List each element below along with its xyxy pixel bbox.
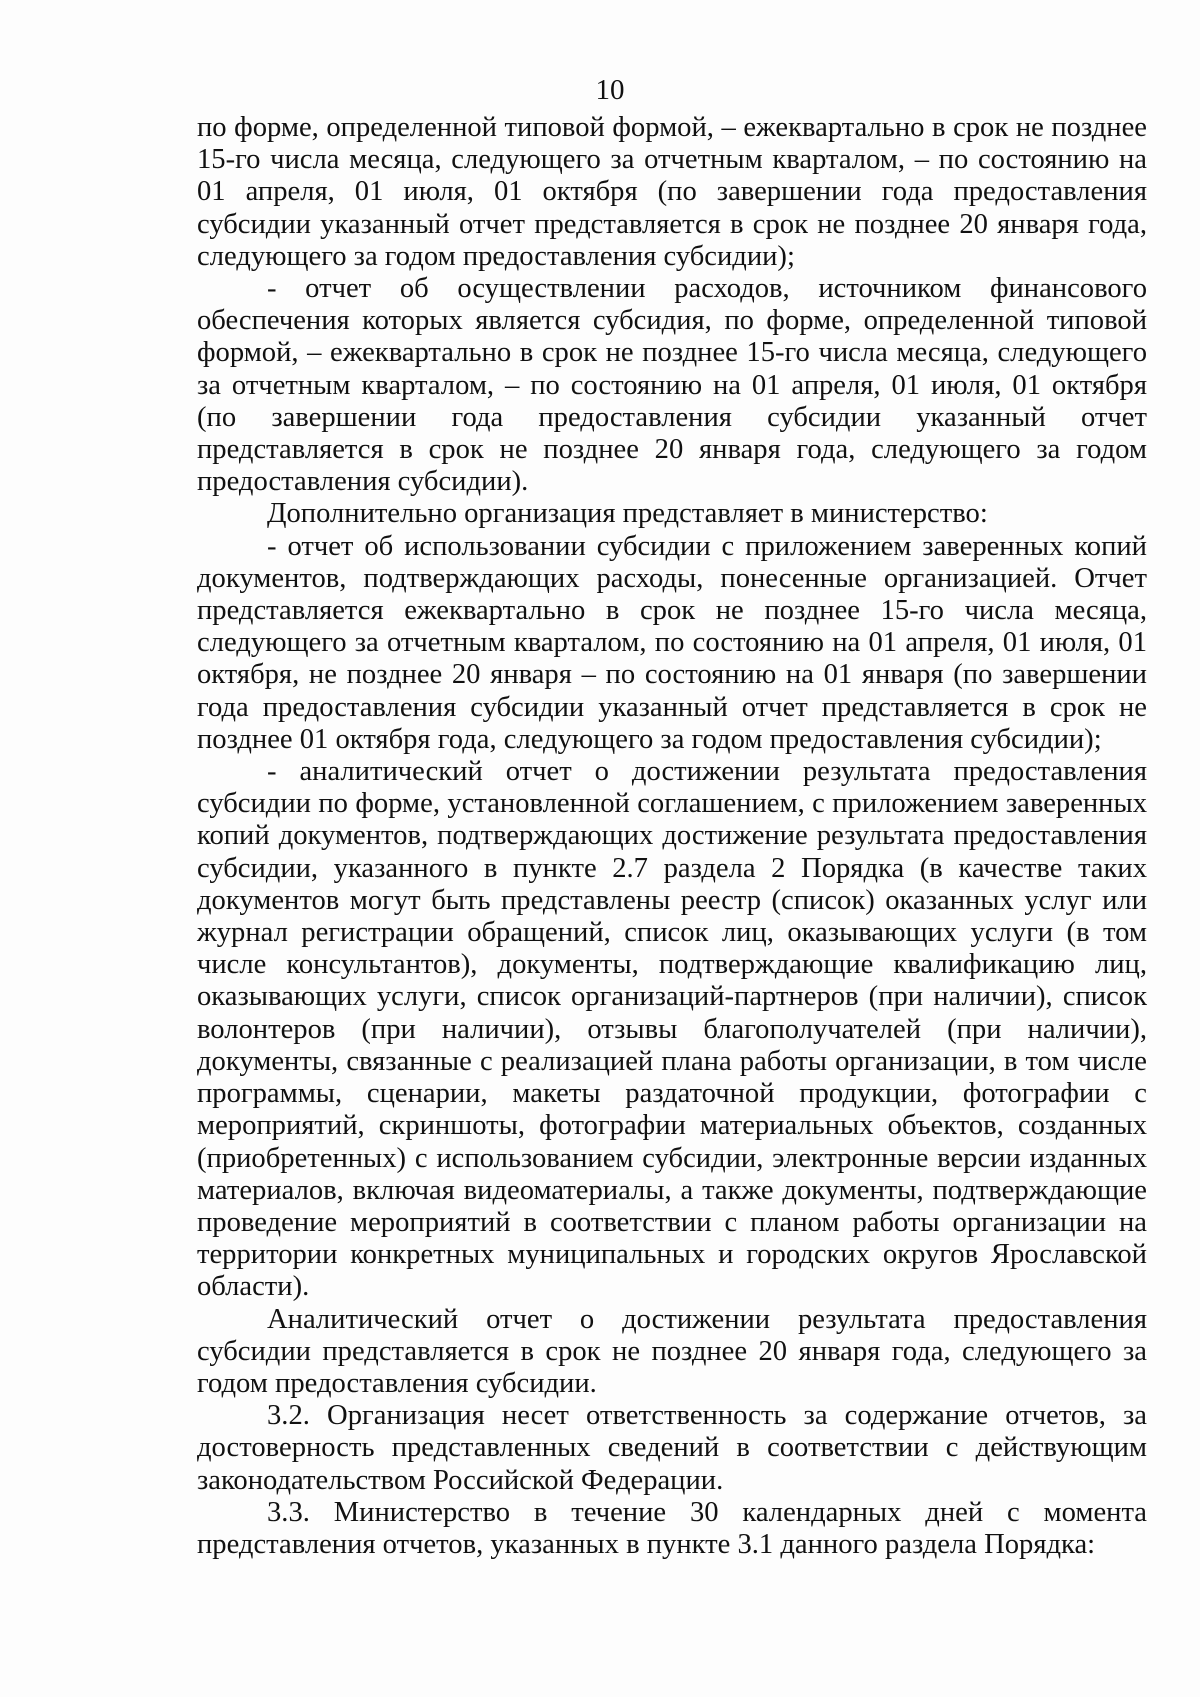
paragraph-clause-3-2: 3.2. Организация несет ответственность за содержание отчетов, за достоверность представленных сведений в соответствии с действующим законодательством Российской Федерации.	[197, 1400, 1147, 1496]
paragraph-expenses-report: - отчет об осуществлении расходов, источником финансового обеспечения которых является субсидия, по форме, определенной типовой формой, – ежеквартально в срок не позднее 15-го числа месяца, следующего за отчетным кварталом, – по состоянию на 01 апреля, 01 июля, 01 октября (по завершении года предоставления субсидии указанный отчет представляется в срок не позднее 20 января года, следующего за годом предоставления субсидии).	[197, 273, 1147, 498]
paragraph-analytical-report-deadline: Аналитический отчет о достижении результата предоставления субсидии представляется в срок не позднее 20 января года, следующего за годом предоставления субсидии.	[197, 1303, 1147, 1399]
paragraph-analytical-report: - аналитический отчет о достижении результата предоставления субсидии по форме, установленной соглашением, с приложением заверенных копий документов, подтверждающих достижение результата предоставления субсидии, указанного в пункте 2.7 раздела 2 Порядка (в качестве таких документов могут быть представлены реестр (список) оказанных услуг или журнал регистрации обращений, список лиц, оказывающих услуги (в том числе консультантов), документы, подтверждающие квалификацию лиц, оказывающих услуги, список организаций-партнеров (при наличии), список волонтеров (при наличии), отзывы благополучателей (при наличии), документы, связанные с реализацией плана работы организации, в том числе программы, сценарии, макеты раздаточной продукции, фотографии с мероприятий, скриншоты, фотографии материальных объектов, созданных (приобретенных) с использованием субсидии, электронные версии изданных материалов, включая видеоматериалы, а также документы, подтверждающие проведение мероприятий в соответствии с планом работы организации на территории конкретных муниципальных и городских округов Ярославской области).	[197, 756, 1147, 1303]
paragraph-report-form-continuation: по форме, определенной типовой формой, – ежеквартально в срок не позднее 15-го числа месяца, следующего за отчетным кварталом, – по состоянию на 01 апреля, 01 июля, 01 октября (по завершении года предоставления субсидии указанный отчет представляется в срок не позднее 20 января года, следующего за годом предоставления субсидии);	[197, 112, 1147, 272]
page-number: 10	[595, 74, 625, 106]
paragraph-additional-reports-intro: Дополнительно организация представляет в министерство:	[267, 498, 988, 530]
paragraph-clause-3-3: 3.3. Министерство в течение 30 календарных дней с момента представления отчетов, указанных в пункте 3.1 данного раздела Порядка:	[197, 1496, 1147, 1560]
document-body	[197, 112, 1147, 1561]
paragraph-subsidy-usage-report: - отчет об использовании субсидии с приложением заверенных копий документов, подтверждающих расходы, понесенные организацией. Отчет представляется ежеквартально в срок не позднее 15-го числа месяца, следующего за отчетным кварталом, по состоянию на 01 апреля, 01 июля, 01 октября, не позднее 20 января – по состоянию на 01 января (по завершении года предоставления субсидии указанный отчет представляется в срок не позднее 01 октября года, следующего за годом предоставления субсидии);	[197, 530, 1147, 755]
